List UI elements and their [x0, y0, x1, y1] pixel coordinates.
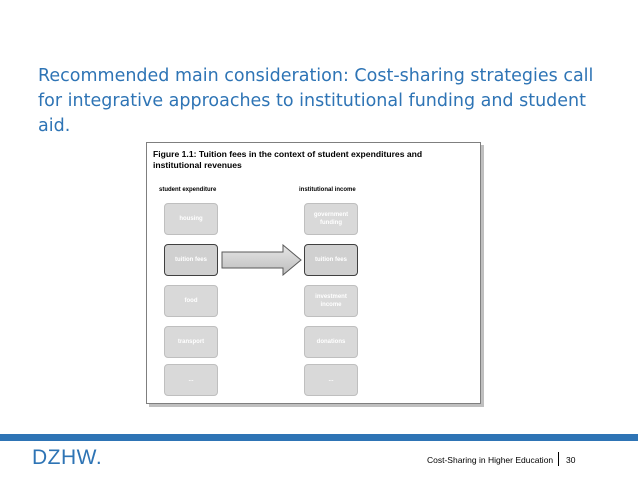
right-box-government-funding: government funding: [304, 203, 358, 235]
right-box-more: ...: [304, 364, 358, 396]
left-box-tuition-fees: tuition fees: [164, 244, 218, 276]
footer-label: Cost-Sharing in Higher Education: [427, 455, 554, 465]
figure-caption: Figure 1.1: Tuition fees in the context of student expenditures and institutional revenues: [153, 149, 423, 170]
right-box-donations: donations: [304, 326, 358, 358]
footer-divider: [558, 452, 559, 466]
left-column-heading: student expenditure: [159, 187, 217, 193]
left-box-food: food: [164, 285, 218, 317]
dzhw-logo: DZHW.: [32, 446, 103, 469]
figure-panel: [146, 142, 481, 404]
right-arrow-icon: [221, 244, 303, 276]
right-box-investment-income: investment income: [304, 285, 358, 317]
right-column-heading: institutional income: [299, 187, 356, 193]
left-box-transport: transport: [164, 326, 218, 358]
slide-title: Recommended main consideration: Cost-sharing strategies call for integrative approaches to institutional funding and student aid.: [38, 66, 594, 136]
footer-bar: [0, 434, 638, 441]
right-box-tuition-fees: tuition fees: [304, 244, 358, 276]
page-number: 30: [566, 455, 576, 465]
footer-bar-accent: [588, 434, 604, 441]
left-box-more: ...: [164, 364, 218, 396]
left-box-housing: housing: [164, 203, 218, 235]
